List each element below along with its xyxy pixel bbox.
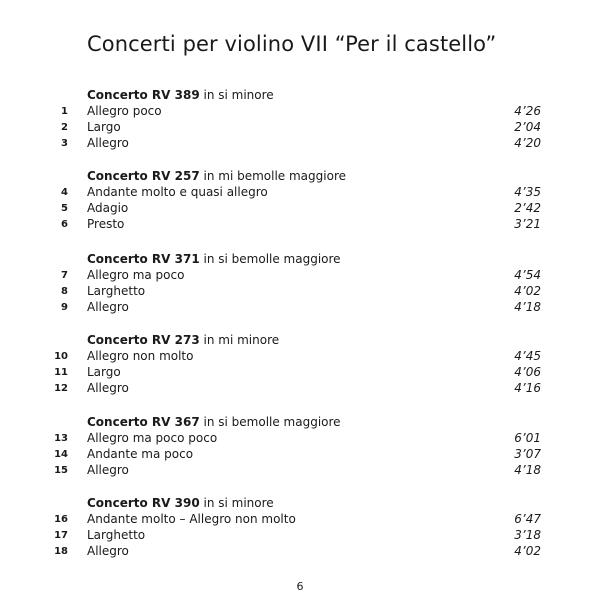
track-row (0, 284, 600, 300)
track-title: Allegro poco (87, 104, 162, 118)
concerto-name: Concerto RV 273 (87, 333, 200, 347)
track-number: 3 (61, 138, 68, 149)
track-row (0, 447, 600, 463)
concerto-key: in si bemolle maggiore (199, 415, 341, 429)
track-duration: 4’35 (514, 185, 541, 199)
track-title: Allegro (87, 544, 129, 558)
track-row (0, 300, 600, 316)
track-title: Largo (87, 365, 121, 379)
track-row (0, 268, 600, 284)
track-duration: 4’18 (514, 300, 541, 314)
track-title: Allegro (87, 463, 129, 477)
track-row (0, 544, 600, 560)
track-title: Allegro non molto (87, 349, 194, 363)
concerto-heading (87, 169, 346, 183)
track-number: 14 (54, 449, 68, 460)
track-number: 11 (54, 367, 68, 378)
track-duration: 2’04 (514, 120, 541, 134)
concerto-name: Concerto RV 389 (87, 88, 200, 102)
concerto-heading (87, 333, 279, 347)
concerto-heading (87, 252, 341, 266)
track-duration: 4’45 (514, 349, 541, 363)
track-number: 4 (61, 187, 68, 198)
concerto-heading (87, 88, 274, 102)
track-title: Andante molto – Allegro non molto (87, 512, 296, 526)
track-row (0, 217, 600, 233)
track-number: 17 (54, 530, 68, 541)
track-duration: 6’01 (514, 431, 541, 445)
track-number: 6 (61, 219, 68, 230)
page-title: Concerti per violino VII “Per il castello” (87, 32, 497, 56)
track-title: Larghetto (87, 528, 146, 542)
track-title: Allegro (87, 300, 129, 314)
track-row (0, 349, 600, 365)
track-number: 10 (54, 351, 68, 362)
track-number: 16 (54, 514, 68, 525)
track-row (0, 528, 600, 544)
concerto-name: Concerto RV 257 (87, 169, 200, 183)
track-number: 5 (61, 203, 68, 214)
track-number: 15 (54, 465, 68, 476)
track-title: Adagio (87, 201, 129, 215)
track-duration: 3’07 (514, 447, 541, 461)
track-title: Andante ma poco (87, 447, 194, 461)
track-duration: 4’16 (514, 381, 541, 395)
track-title: Allegro (87, 381, 129, 395)
track-number: 18 (54, 546, 68, 557)
track-number: 2 (61, 122, 68, 133)
page-number: 6 (296, 580, 304, 593)
track-row (0, 365, 600, 381)
track-row (0, 201, 600, 217)
track-duration: 4’02 (514, 284, 541, 298)
track-duration: 4’18 (514, 463, 541, 477)
track-number: 8 (61, 286, 68, 297)
track-row (0, 136, 600, 152)
concerto-key: in si bemolle maggiore (199, 252, 341, 266)
track-duration: 4’54 (514, 268, 541, 282)
track-number: 9 (61, 302, 68, 313)
track-number: 13 (54, 433, 68, 444)
track-number: 12 (54, 383, 68, 394)
track-duration: 4’26 (514, 104, 541, 118)
track-title: Allegro ma poco poco (87, 431, 218, 445)
track-title: Andante molto e quasi allegro (87, 185, 268, 199)
track-title: Presto (87, 217, 125, 231)
concerto-name: Concerto RV 390 (87, 496, 200, 510)
track-number: 7 (61, 270, 68, 281)
concerto-key: in mi bemolle maggiore (199, 169, 346, 183)
track-row (0, 431, 600, 447)
track-title: Allegro ma poco (87, 268, 185, 282)
track-row (0, 381, 600, 397)
concerto-key: in si minore (199, 496, 274, 510)
concerto-name: Concerto RV 367 (87, 415, 200, 429)
concerto-key: in mi minore (199, 333, 280, 347)
track-row (0, 185, 600, 201)
track-number: 1 (61, 106, 68, 117)
track-title: Larghetto (87, 284, 146, 298)
track-title: Largo (87, 120, 121, 134)
track-row (0, 104, 600, 120)
track-duration: 4’06 (514, 365, 541, 379)
concerto-heading (87, 496, 274, 510)
track-duration: 4’20 (514, 136, 541, 150)
track-duration: 6’47 (514, 512, 541, 526)
track-row (0, 463, 600, 479)
concerto-name: Concerto RV 371 (87, 252, 200, 266)
track-row (0, 120, 600, 136)
concerto-heading (87, 415, 341, 429)
track-duration: 3’21 (514, 217, 541, 231)
track-duration: 2’42 (514, 201, 541, 215)
track-duration: 4’02 (514, 544, 541, 558)
track-title: Allegro (87, 136, 129, 150)
track-duration: 3’18 (514, 528, 541, 542)
track-row (0, 512, 600, 528)
concerto-key: in si minore (199, 88, 274, 102)
